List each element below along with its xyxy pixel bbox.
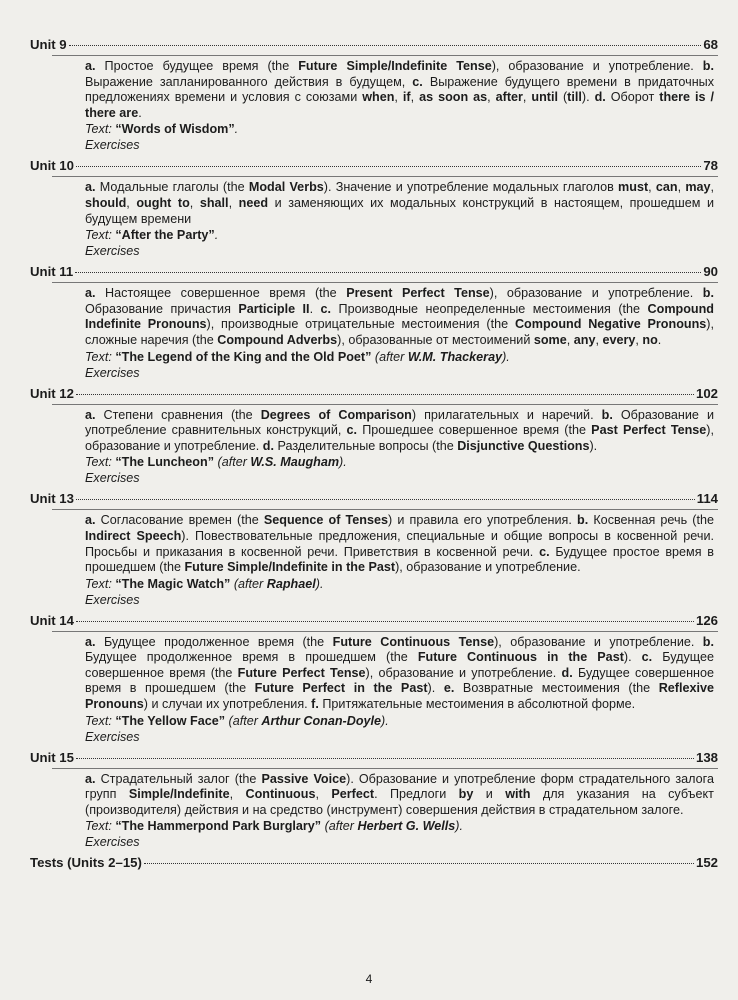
- toc-heading-row: [30, 490, 718, 507]
- desc-text: ), образование и употребление.: [491, 59, 703, 73]
- text-label: Text:: [85, 576, 116, 591]
- author-name: W.M. Thackeray: [407, 349, 503, 364]
- entry-body: [30, 772, 718, 851]
- desc-text: ,: [566, 332, 574, 347]
- desc-text: Возвратные местоимения (the: [454, 681, 659, 696]
- term-bold: with: [505, 787, 531, 802]
- term-bold: b.: [702, 59, 714, 73]
- exercises-label: Exercises: [85, 244, 140, 259]
- term-bold: ought to: [136, 195, 190, 210]
- term-bold: b.: [577, 513, 589, 528]
- desc-text: Образование и употребление сравнительных конструкций,: [85, 407, 715, 438]
- unit-page-number: 90: [703, 264, 718, 280]
- unit-title: Unit 9: [30, 37, 67, 52]
- term-bold: Future Simple/Indefinite in the Past: [184, 560, 396, 575]
- text-after: .: [234, 122, 239, 137]
- author-name: Arthur Conan-Doyle: [261, 713, 382, 728]
- desc-text: Простое будущее время (the: [95, 59, 299, 73]
- desc-text: Выражение запланированного действия в будущем,: [85, 74, 413, 89]
- term-bold: Sequence of Tenses: [263, 513, 389, 528]
- term-bold: b.: [702, 634, 714, 649]
- term-bold: any: [573, 332, 596, 347]
- author-prefix: (after: [371, 349, 408, 364]
- term-bold: shall: [199, 195, 229, 210]
- desc-text: ,: [595, 332, 603, 347]
- unit-title: Unit 10: [30, 158, 74, 174]
- entry-body: [30, 286, 718, 380]
- entry-divider: [52, 509, 718, 510]
- toc-entry: [30, 612, 718, 745]
- author-prefix: (after: [214, 455, 251, 470]
- term-bold: Disjunctive Questions: [457, 438, 590, 453]
- desc-text: ), сложные наречия (the: [85, 317, 714, 347]
- term-bold: d.: [262, 438, 274, 453]
- toc-entry: [30, 36, 718, 153]
- reading-text-line: [85, 576, 714, 592]
- term-bold: c.: [346, 423, 358, 438]
- author-prefix: (after: [230, 576, 267, 591]
- term-bold: a.: [85, 771, 96, 786]
- unit-description: [85, 635, 714, 713]
- desc-text: Прошедшее совершенное время (the: [357, 423, 592, 438]
- author-suffix: ).: [455, 819, 463, 834]
- term-bold: Indirect Speech: [85, 528, 182, 543]
- term-bold: until: [531, 90, 558, 105]
- text-title: “Words of Wisdom”: [115, 122, 235, 137]
- term-bold: Passive Voice: [261, 771, 347, 786]
- toc-heading-row: [30, 854, 718, 871]
- desc-text: . Предлоги: [374, 787, 459, 802]
- reading-text-line: [85, 227, 714, 243]
- term-bold: a.: [85, 513, 96, 528]
- term-bold: Past Perfect Tense: [591, 423, 707, 438]
- entry-body: [30, 59, 718, 153]
- dot-leader: [75, 272, 701, 273]
- entry-body: [30, 408, 718, 487]
- desc-text: ), образованные от местоимений: [337, 332, 534, 347]
- unit-description: [85, 513, 714, 575]
- term-bold: Future Simple/Indefinite Tense: [298, 59, 492, 73]
- desc-text: Будущее продолженное время (the: [95, 634, 333, 649]
- dot-leader: [76, 499, 695, 500]
- toc-heading-row: [30, 36, 718, 53]
- term-bold: c.: [641, 650, 653, 665]
- desc-text: Притяжательные местоимения в абсолютной форме.: [318, 697, 636, 712]
- toc-entry: [30, 490, 718, 607]
- reading-text-line: [85, 121, 714, 137]
- term-bold: till: [567, 90, 582, 105]
- desc-text: Степени сравнения (the: [95, 407, 261, 422]
- desc-text: ,: [635, 332, 643, 347]
- desc-text: Будущее совершенное время в прошедшем (the: [85, 665, 714, 696]
- term-bold: Future Perfect Tense: [237, 665, 366, 680]
- unit-page-number: 114: [696, 491, 718, 507]
- toc-heading-row: [30, 263, 718, 280]
- term-bold: when: [362, 90, 395, 105]
- exercises-label: Exercises: [85, 365, 140, 380]
- text-label: Text:: [85, 455, 116, 470]
- term-bold: as soon as: [419, 90, 488, 105]
- desc-text: ,: [394, 90, 403, 105]
- text-title: “The Luncheon”: [115, 455, 214, 470]
- desc-text: (: [557, 90, 568, 105]
- unit-page-number: 78: [703, 158, 718, 174]
- entry-divider: [52, 631, 718, 632]
- text-title: “The Yellow Face”: [115, 713, 225, 728]
- term-bold: should: [85, 195, 127, 210]
- desc-text: ,: [522, 90, 532, 105]
- desc-text: ), образование и употребление.: [489, 286, 703, 301]
- desc-text: ,: [410, 90, 420, 105]
- desc-text: и: [473, 787, 506, 802]
- desc-text: Производные неопределенные местоимения (the: [331, 301, 648, 316]
- entry-body: [30, 180, 718, 259]
- dot-leader: [76, 166, 701, 167]
- unit-description: [85, 408, 714, 455]
- desc-text: Образование причастия: [85, 301, 239, 316]
- desc-text: ), образование и употребление.: [395, 560, 581, 575]
- term-bold: c.: [320, 301, 332, 316]
- desc-text: ,: [710, 180, 715, 195]
- toc-entry: [30, 157, 718, 259]
- author-suffix: ).: [502, 349, 510, 364]
- term-bold: Degrees of Comparison: [260, 407, 412, 422]
- author-prefix: (after: [321, 819, 358, 834]
- term-bold: need: [238, 195, 269, 210]
- entry-divider: [52, 282, 718, 283]
- desc-text: .: [309, 301, 321, 316]
- author-suffix: ).: [381, 713, 389, 728]
- entry-divider: [52, 176, 718, 177]
- term-bold: Present Perfect Tense: [346, 286, 490, 301]
- reading-text-line: [85, 349, 714, 365]
- unit-title: Unit 15: [30, 749, 74, 765]
- term-bold: d.: [561, 665, 573, 680]
- unit-title: Unit 12: [30, 385, 74, 401]
- page-number: 4: [365, 972, 373, 986]
- reading-text-line: [85, 454, 714, 470]
- author-prefix: (after: [225, 713, 262, 728]
- text-after: .: [214, 228, 219, 243]
- entry-divider: [52, 404, 718, 405]
- desc-text: ,: [487, 90, 496, 105]
- toc-entry: [30, 263, 718, 380]
- term-bold: a.: [85, 634, 96, 649]
- desc-text: ,: [126, 195, 137, 210]
- entry-divider: [52, 768, 718, 769]
- desc-text: ,: [228, 195, 239, 210]
- term-bold: Perfect: [331, 787, 375, 802]
- desc-text: Будущее совершенное время (the: [85, 650, 714, 680]
- term-bold: a.: [85, 59, 96, 73]
- text-label: Text:: [85, 228, 116, 243]
- unit-page-number: 126: [695, 612, 718, 628]
- desc-text: Модальные глаголы (the: [95, 180, 249, 195]
- term-bold: every: [602, 332, 636, 347]
- text-title: “The Magic Watch”: [115, 576, 231, 591]
- toc-heading-row: [30, 749, 718, 766]
- text-label: Text:: [85, 349, 116, 364]
- term-bold: a.: [85, 286, 96, 301]
- text-title: “The Legend of the King and the Old Poet”: [115, 349, 372, 364]
- term-bold: Future Continuous Tense: [332, 634, 495, 649]
- term-bold: a.: [85, 180, 96, 195]
- entry-body: [30, 513, 718, 607]
- table-of-contents: [30, 36, 718, 875]
- desc-text: ) прилагательных и наречий.: [411, 407, 602, 422]
- unit-title: Tests (Units 2–15): [30, 855, 142, 871]
- dot-leader: [76, 621, 694, 622]
- exercises-label: Exercises: [85, 835, 140, 850]
- term-bold: can: [655, 180, 678, 195]
- reading-text-line: [85, 818, 714, 834]
- term-bold: after: [495, 90, 523, 105]
- term-bold: by: [458, 787, 474, 802]
- author-name: Raphael: [266, 576, 316, 591]
- desc-text: ).: [581, 90, 595, 105]
- desc-text: Страдательный залог (the: [95, 771, 262, 786]
- unit-page-number: 102: [695, 385, 718, 401]
- desc-text: Выражение будущего времени в придаточных предложениях времени и условия с союзами: [85, 74, 714, 105]
- exercises-label: Exercises: [85, 729, 140, 744]
- term-bold: if: [402, 90, 411, 105]
- term-bold: may: [685, 180, 711, 195]
- term-bold: b.: [601, 407, 613, 422]
- unit-page-number: 152: [695, 855, 718, 871]
- term-bold: b.: [702, 286, 714, 301]
- term-bold: Compound Negative Pronouns: [514, 317, 707, 332]
- unit-title: Unit 11: [30, 264, 74, 280]
- desc-text: ), образование и употребление.: [365, 665, 562, 680]
- desc-text: Разделительные вопросы (the: [273, 438, 458, 453]
- term-bold: c.: [539, 544, 550, 559]
- toc-entry: [30, 854, 718, 871]
- desc-text: ,: [315, 787, 332, 802]
- desc-text: ,: [189, 195, 200, 210]
- term-bold: Reflexive Pronouns: [85, 681, 715, 712]
- term-bold: must: [618, 180, 649, 195]
- desc-text: ).: [623, 650, 642, 665]
- unit-title: Unit 14: [30, 612, 74, 628]
- author-name: W.S. Maugham: [250, 455, 340, 470]
- term-bold: Compound Indefinite Pronouns: [85, 301, 714, 332]
- unit-title: Unit 13: [30, 491, 74, 507]
- dot-leader: [76, 758, 694, 759]
- term-bold: Continuous: [245, 787, 316, 802]
- desc-text: Настоящее совершенное время (the: [95, 286, 347, 301]
- dot-leader: [69, 45, 702, 46]
- dot-leader: [76, 394, 694, 395]
- desc-text: Оборот: [605, 90, 660, 105]
- dot-leader: [144, 863, 694, 864]
- term-bold: Future Continuous in the Past: [417, 650, 624, 665]
- text-label: Text:: [85, 713, 116, 728]
- unit-description: [85, 180, 714, 227]
- desc-text: ). Повествовательные предложения, специальные и общие вопросы в косвенной речи. Просьбы и приказания в косвенной речи. Приветствия в косвенной речи.: [85, 528, 714, 559]
- desc-text: ,: [677, 180, 686, 195]
- unit-description: [85, 772, 714, 819]
- reading-text-line: [85, 713, 714, 729]
- desc-text: .: [138, 105, 142, 120]
- desc-text: Согласование времен (the: [95, 513, 264, 528]
- text-title: “The Hammerpond Park Burglary”: [115, 819, 322, 834]
- desc-text: Косвенная речь (the: [588, 513, 714, 528]
- desc-text: ). Образование и употребление форм страдательного залога групп: [85, 771, 714, 802]
- toc-heading-row: [30, 157, 718, 174]
- unit-page-number: 68: [703, 37, 718, 52]
- term-bold: Modal Verbs: [248, 180, 324, 195]
- desc-text: для указания на субъект (производителя) действия и на средство (инструмент) совершения действия в страдательном залоге.: [85, 787, 714, 817]
- term-bold: Participle II: [238, 301, 310, 316]
- term-bold: c.: [412, 74, 423, 89]
- desc-text: ).: [589, 438, 598, 453]
- unit-description: [85, 286, 714, 348]
- desc-text: ,: [648, 180, 656, 195]
- toc-entry: [30, 749, 718, 851]
- term-bold: d.: [594, 90, 606, 105]
- exercises-label: Exercises: [85, 471, 140, 486]
- desc-text: ), образование и употребление.: [494, 634, 703, 649]
- desc-text: .: [657, 332, 662, 347]
- author-suffix: ).: [339, 455, 347, 470]
- desc-text: ,: [229, 787, 246, 802]
- unit-page-number: 138: [695, 749, 718, 765]
- term-bold: some: [533, 332, 567, 347]
- entry-body: [30, 635, 718, 745]
- desc-text: и заменяющих их модальных конструкций в настоящем, прошедшем и будущем времени: [85, 195, 715, 226]
- term-bold: Simple/Indefinite: [128, 787, 230, 802]
- toc-heading-row: [30, 612, 718, 629]
- desc-text: Будущее продолженное время в прошедшем (the: [85, 650, 418, 665]
- term-bold: no: [642, 332, 658, 347]
- toc-entry: [30, 385, 718, 487]
- term-bold: a.: [85, 407, 96, 422]
- desc-text: ), производные отрицательные местоимения (the: [206, 317, 515, 332]
- desc-text: ). Значение и употребление модальных глаголов: [323, 180, 619, 195]
- term-bold: f.: [311, 697, 319, 712]
- desc-text: ), образование и употребление.: [85, 423, 714, 453]
- desc-text: Будущее простое время в прошедшем (the: [85, 544, 714, 575]
- text-title: “After the Party”: [115, 228, 215, 243]
- unit-description: [85, 59, 714, 121]
- term-bold: Compound Adverbs: [217, 332, 338, 347]
- desc-text: ).: [427, 681, 444, 696]
- term-bold: there is / there are: [85, 90, 715, 120]
- text-label: Text:: [85, 819, 116, 834]
- desc-text: ) и случаи их употребления.: [143, 697, 312, 712]
- text-label: Text:: [85, 122, 116, 137]
- toc-heading-row: [30, 385, 718, 402]
- author-name: Herbert G. Wells: [357, 819, 456, 834]
- exercises-label: Exercises: [85, 138, 140, 153]
- entry-divider: [52, 55, 718, 56]
- desc-text: ) и правила его употребления.: [388, 513, 577, 528]
- term-bold: e.: [443, 681, 455, 696]
- author-suffix: ).: [315, 576, 324, 591]
- exercises-label: Exercises: [85, 592, 140, 607]
- term-bold: Future Perfect in the Past: [254, 681, 428, 696]
